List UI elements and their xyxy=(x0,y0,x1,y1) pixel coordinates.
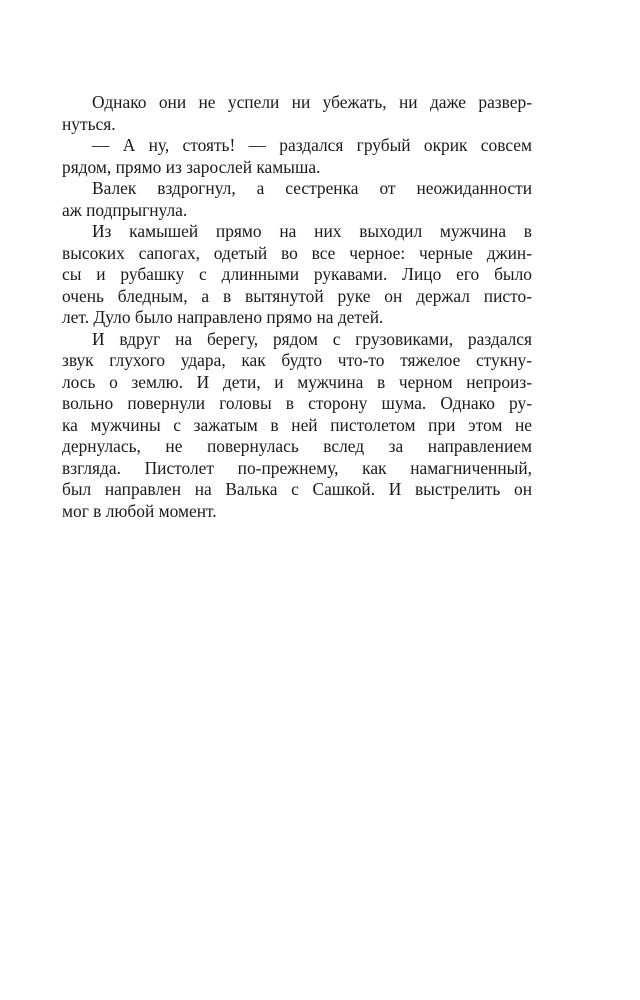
text-line: ка мужчины с зажатым в ней пистолетом при этом не xyxy=(62,414,532,435)
text-line: рядом, прямо из зарослей камыша. xyxy=(62,156,321,177)
text-line: сы и рубашку с длинными рукавами. Лицо его было xyxy=(62,264,532,284)
text-line: звук глухого удара, как будто что-то тяжелое стукну- xyxy=(62,350,532,370)
text-line: Однако они не успели ни убежать, ни даже развер- xyxy=(92,92,532,112)
text-line: высоких сапогах, одетый во все черное: черные джин- xyxy=(62,242,532,263)
paragraph-4 xyxy=(62,221,532,329)
paragraph-5 xyxy=(62,329,532,523)
text-line: нуться. xyxy=(62,113,116,134)
text-line: И вдруг на берегу, рядом с грузовиками, раздался xyxy=(92,328,532,349)
text-line: вольно повернули головы в сторону шума. Однако ру- xyxy=(62,393,532,413)
text-line: — А ну, стоять! — раздался грубый окрик совсем xyxy=(92,135,532,155)
paragraph-2 xyxy=(62,135,532,178)
text-line: Валек вздрогнул, а сестренка от неожиданности xyxy=(92,178,532,198)
text-line: лет. Дуло было направлено прямо на детей. xyxy=(62,307,384,327)
text-line: очень бледным, а в вытянутой руке он держал писто- xyxy=(62,285,532,306)
text-line: дернулась, не повернулась вслед за направлением xyxy=(62,436,532,456)
text-line: мог в любой момент. xyxy=(62,500,217,521)
text-line: Из камышей прямо на них выходил мужчина в xyxy=(92,221,532,241)
paragraph-1 xyxy=(62,92,532,135)
text-line: аж подпрыгнула. xyxy=(62,199,188,220)
body-text xyxy=(62,92,532,522)
text-line: лось о землю. И дети, и мужчина в черном непроиз- xyxy=(62,371,532,392)
text-line: взгляда. Пистолет по-прежнему, как намагниченный, xyxy=(62,457,532,478)
paragraph-3 xyxy=(62,178,532,221)
text-line: был направлен на Валька с Сашкой. И выстрелить он xyxy=(62,479,532,499)
